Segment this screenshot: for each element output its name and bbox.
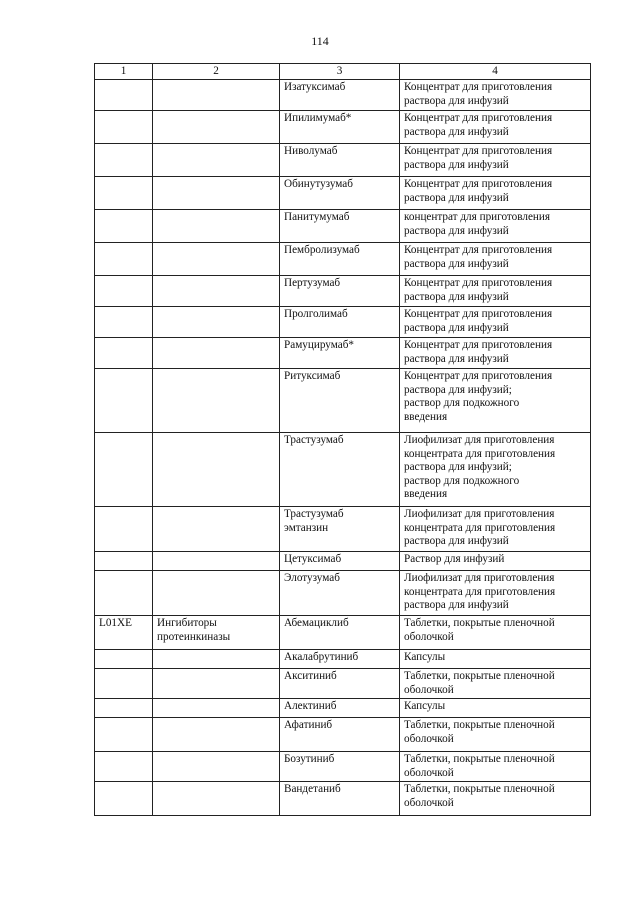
cell-text-line: Вандетаниб (284, 783, 341, 795)
cell-text-line: раствора для инфузий (404, 352, 509, 365)
cell-text-line: Концентрат для приготовления (404, 277, 553, 289)
code-cell (95, 699, 153, 718)
cell-text-line: концентрата для приготовления (404, 521, 556, 534)
cell-text-line: раствора для инфузий (404, 535, 509, 547)
drug-name-cell (280, 669, 400, 699)
code-cell (95, 552, 153, 571)
cell-text-line: Элотузумаб (284, 572, 340, 584)
drug-name-cell (280, 210, 400, 243)
table-row (95, 210, 591, 243)
drug-name-cell (280, 177, 400, 210)
drug-name-cell (280, 507, 400, 552)
cell-text-line: Таблетки, покрытые пленочной (404, 783, 555, 795)
dosage-form-cell (400, 507, 591, 552)
dosage-form-cell (400, 111, 591, 144)
dosage-form-cell (400, 433, 591, 507)
code-cell (95, 650, 153, 669)
drug-name-cell (280, 752, 400, 782)
group-cell (153, 699, 280, 718)
code-cell (95, 307, 153, 338)
cell-text-line: Изатуксимаб (284, 81, 346, 93)
table-row (95, 144, 591, 177)
dosage-form-cell (400, 782, 591, 816)
table-row (95, 243, 591, 276)
code-cell (95, 571, 153, 616)
group-cell (153, 552, 280, 571)
drug-name-cell (280, 111, 400, 144)
group-cell (153, 718, 280, 752)
code-cell (95, 111, 153, 144)
cell-text-line: раствора для инфузий; (404, 461, 512, 473)
cell-text-line: Концентрат для приготовления (404, 370, 553, 382)
group-cell (153, 752, 280, 782)
cell-text-line: концентрата для приготовления (404, 447, 556, 460)
dosage-form-cell (400, 752, 591, 782)
code-cell (95, 276, 153, 307)
dosage-form-cell (400, 210, 591, 243)
group-cell (153, 177, 280, 210)
dosage-form-cell (400, 616, 591, 650)
table-row (95, 752, 591, 782)
cell-text-line: Алектиниб (284, 700, 337, 712)
cell-text-line: Лиофилизат для приготовления (404, 572, 555, 584)
table-header-row (95, 64, 591, 80)
column-header: 2 (153, 64, 280, 80)
table-row (95, 80, 591, 111)
drug-name-cell (280, 80, 400, 111)
cell-text-line: раствора для инфузий; (404, 383, 512, 396)
cell-text-line: раствора для инфузий (404, 191, 509, 204)
cell-text-line: оболочкой (404, 766, 454, 779)
table-row (95, 650, 591, 669)
drug-name-cell (280, 144, 400, 177)
drug-table (94, 63, 591, 816)
table-row (95, 669, 591, 699)
table-row (95, 276, 591, 307)
group-cell (153, 307, 280, 338)
group-cell (153, 507, 280, 552)
cell-text-line: раствор для подкожного (404, 397, 520, 409)
cell-text-line: раствора для инфузий (404, 290, 509, 303)
group-cell (153, 338, 280, 369)
code-cell (95, 507, 153, 552)
dosage-form-cell (400, 276, 591, 307)
cell-text-line: Ингибиторы (157, 617, 217, 629)
dosage-form-cell (400, 552, 591, 571)
cell-text-line: оболочкой (404, 796, 454, 809)
drug-name-cell (280, 782, 400, 816)
group-cell (153, 243, 280, 276)
cell-text-line: оболочкой (404, 732, 454, 745)
drug-name-cell (280, 718, 400, 752)
code-cell (95, 80, 153, 111)
cell-text-line: Концентрат для приготовления (404, 308, 553, 320)
cell-text-line: Трастузумаб (284, 508, 344, 520)
cell-text-line: оболочкой (404, 630, 454, 643)
table-row (95, 507, 591, 552)
cell-text-line: эмтанзин (284, 521, 329, 534)
code-cell (95, 144, 153, 177)
cell-text-line: Таблетки, покрытые пленочной (404, 719, 555, 731)
cell-text-line: Концентрат для приготовления (404, 112, 553, 124)
code-cell (95, 210, 153, 243)
table-row (95, 307, 591, 338)
code-cell (95, 369, 153, 433)
drug-name-cell (280, 369, 400, 433)
cell-text-line: Трастузумаб (284, 434, 344, 446)
cell-text-line: Бозутиниб (284, 753, 335, 765)
cell-text-line: Концентрат для приготовления (404, 339, 553, 351)
drug-name-cell (280, 338, 400, 369)
dosage-form-cell (400, 144, 591, 177)
code-cell (95, 338, 153, 369)
drug-name-cell (280, 616, 400, 650)
cell-text-line: Пертузумаб (284, 277, 341, 289)
table-row (95, 177, 591, 210)
column-header: 1 (95, 64, 153, 80)
dosage-form-cell (400, 80, 591, 111)
cell-text-line: Акситиниб (284, 670, 337, 682)
drug-name-cell (280, 699, 400, 718)
cell-text-line: Пембролизумаб (284, 244, 360, 256)
dosage-form-cell (400, 177, 591, 210)
table-row (95, 571, 591, 616)
dosage-form-cell (400, 699, 591, 718)
cell-text-line: Цетуксимаб (284, 553, 342, 565)
group-cell (153, 369, 280, 433)
cell-text-line: введения (404, 410, 448, 423)
table-row (95, 552, 591, 571)
dosage-form-cell (400, 669, 591, 699)
column-header: 4 (400, 64, 591, 80)
table-row (95, 369, 591, 433)
cell-text-line: концентрат для приготовления (404, 211, 551, 223)
cell-text-line: Афатиниб (284, 719, 333, 731)
cell-text-line: протеинкиназы (157, 630, 231, 643)
code-cell (95, 243, 153, 276)
code-cell (95, 433, 153, 507)
drug-name-cell (280, 552, 400, 571)
group-cell (153, 276, 280, 307)
dosage-form-cell (400, 243, 591, 276)
column-header: 3 (280, 64, 400, 80)
group-cell (153, 111, 280, 144)
drug-name-cell (280, 433, 400, 507)
dosage-form-cell (400, 369, 591, 433)
cell-text-line: Концентрат для приготовления (404, 145, 553, 157)
table-row (95, 718, 591, 752)
table-row (95, 616, 591, 650)
cell-text-line: раствора для инфузий (404, 125, 509, 138)
drug-name-cell (280, 243, 400, 276)
table-row (95, 782, 591, 816)
cell-text-line: раствора для инфузий (404, 158, 509, 171)
cell-text-line: раствора для инфузий (404, 224, 509, 237)
group-cell (153, 433, 280, 507)
cell-text-line: Лиофилизат для приготовления (404, 508, 555, 520)
table-row (95, 699, 591, 718)
cell-text-line: Пролголимаб (284, 308, 348, 320)
page-number: 114 (311, 34, 329, 48)
code-cell (95, 718, 153, 752)
group-cell (153, 210, 280, 243)
dosage-form-cell (400, 571, 591, 616)
code-cell (95, 752, 153, 782)
cell-text-line: Ниволумаб (284, 145, 338, 157)
cell-text-line: концентрата для приготовления (404, 585, 556, 598)
cell-text-line: Ипилимумаб* (284, 112, 352, 124)
table-row (95, 111, 591, 144)
cell-text-line: Абемациклиб (284, 617, 349, 629)
cell-text-line: раствора для инфузий (404, 599, 509, 611)
group-cell (153, 650, 280, 669)
dosage-form-cell (400, 338, 591, 369)
code-cell (95, 177, 153, 210)
dosage-form-cell (400, 307, 591, 338)
dosage-form-cell (400, 718, 591, 752)
code-cell (95, 782, 153, 816)
code-cell: L01XE (95, 616, 153, 650)
table-row (95, 338, 591, 369)
code-cell (95, 669, 153, 699)
cell-text-line: Ритуксимаб (284, 370, 341, 382)
cell-text-line: раствора для инфузий (404, 321, 509, 334)
cell-text-line: Капсулы (404, 700, 446, 712)
cell-text-line: Рамуцирумаб* (284, 339, 354, 351)
group-cell (153, 782, 280, 816)
table-row (95, 433, 591, 507)
cell-text-line: Акалабрутиниб (284, 651, 359, 663)
cell-text-line: раствора для инфузий (404, 257, 509, 270)
drug-name-cell (280, 276, 400, 307)
cell-text-line: раствора для инфузий (404, 94, 509, 107)
cell-text-line: оболочкой (404, 683, 454, 696)
cell-text-line: раствор для подкожного (404, 474, 520, 487)
cell-text-line: Таблетки, покрытые пленочной (404, 670, 555, 682)
drug-name-cell (280, 307, 400, 338)
group-cell (153, 669, 280, 699)
group-cell (153, 616, 280, 650)
dosage-form-cell (400, 650, 591, 669)
drug-name-cell (280, 650, 400, 669)
group-cell (153, 571, 280, 616)
cell-text-line: введения (404, 488, 448, 500)
cell-text-line: Панитумумаб (284, 211, 350, 223)
drug-name-cell (280, 571, 400, 616)
cell-text-line: Концентрат для приготовления (404, 244, 553, 256)
cell-text-line: Капсулы (404, 651, 446, 663)
cell-text-line: Раствор для инфузий (404, 553, 505, 565)
cell-text-line: Концентрат для приготовления (404, 81, 553, 93)
group-cell (153, 80, 280, 111)
cell-text-line: Таблетки, покрытые пленочной (404, 753, 555, 765)
cell-text-line: Лиофилизат для приготовления (404, 434, 555, 446)
cell-text-line: Таблетки, покрытые пленочной (404, 617, 555, 629)
cell-text-line: Обинутузумаб (284, 178, 353, 190)
group-cell (153, 144, 280, 177)
cell-text-line: Концентрат для приготовления (404, 178, 553, 190)
